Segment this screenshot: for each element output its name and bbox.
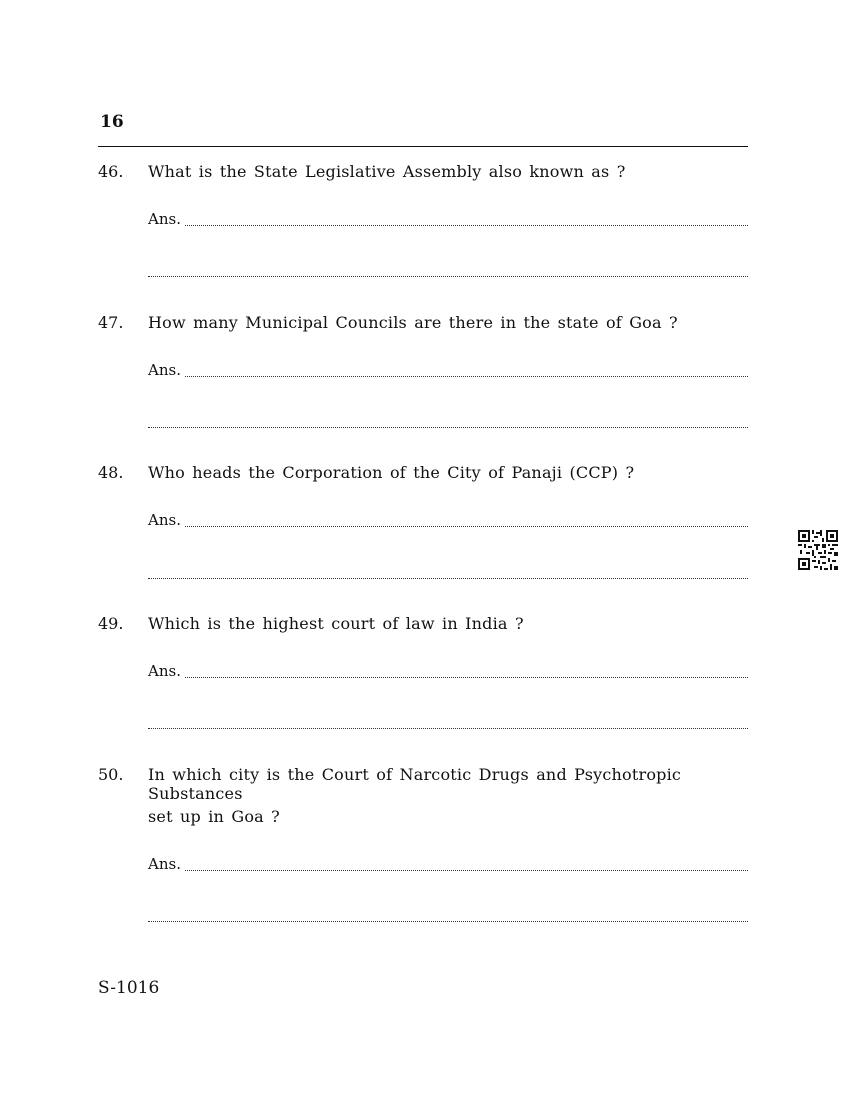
dotted-rule <box>185 376 748 377</box>
answer-line-continuation[interactable] <box>148 712 748 732</box>
question-number: 47. <box>98 313 124 332</box>
question-text-continuation: set up in Goa ? <box>148 807 280 826</box>
dotted-rule <box>185 225 748 226</box>
answer-label: Ans. <box>148 361 181 379</box>
dotted-rule <box>148 578 748 579</box>
question-text: Which is the highest court of law in India ? <box>148 614 524 633</box>
dotted-rule <box>148 276 748 277</box>
question-number: 50. <box>98 765 124 784</box>
question-number: 49. <box>98 614 124 633</box>
answer-line[interactable] <box>148 854 748 874</box>
question-text: In which city is the Court of Narcotic Drugs and Psychotropic Substances <box>148 765 682 803</box>
answer-label: Ans. <box>148 511 181 529</box>
dotted-rule <box>148 728 748 729</box>
question-text: Who heads the Corporation of the City of Panaji (CCP) ? <box>148 463 635 482</box>
dotted-rule <box>185 870 748 871</box>
answer-line-continuation[interactable] <box>148 905 748 925</box>
dotted-rule <box>148 427 748 428</box>
answer-label: Ans. <box>148 662 181 680</box>
answer-line[interactable] <box>148 510 748 530</box>
answer-line[interactable] <box>148 360 748 380</box>
footer-code: S-1016 <box>98 978 160 998</box>
answer-line[interactable] <box>148 661 748 681</box>
dotted-rule <box>185 677 748 678</box>
answer-line-continuation[interactable] <box>148 260 748 280</box>
answer-line-continuation[interactable] <box>148 562 748 582</box>
question-number: 48. <box>98 463 124 482</box>
question-text: How many Municipal Councils are there in the state of Goa ? <box>148 313 678 332</box>
answer-line-continuation[interactable] <box>148 411 748 431</box>
answer-line[interactable] <box>148 209 748 229</box>
dotted-rule <box>185 526 748 527</box>
page-number: 16 <box>100 112 124 132</box>
qr-code-icon <box>798 530 838 570</box>
question-number: 46. <box>98 162 124 181</box>
header-divider <box>98 146 748 147</box>
question-text: What is the State Legislative Assembly also known as ? <box>148 162 626 181</box>
answer-label: Ans. <box>148 210 181 228</box>
answer-label: Ans. <box>148 855 181 873</box>
dotted-rule <box>148 921 748 922</box>
